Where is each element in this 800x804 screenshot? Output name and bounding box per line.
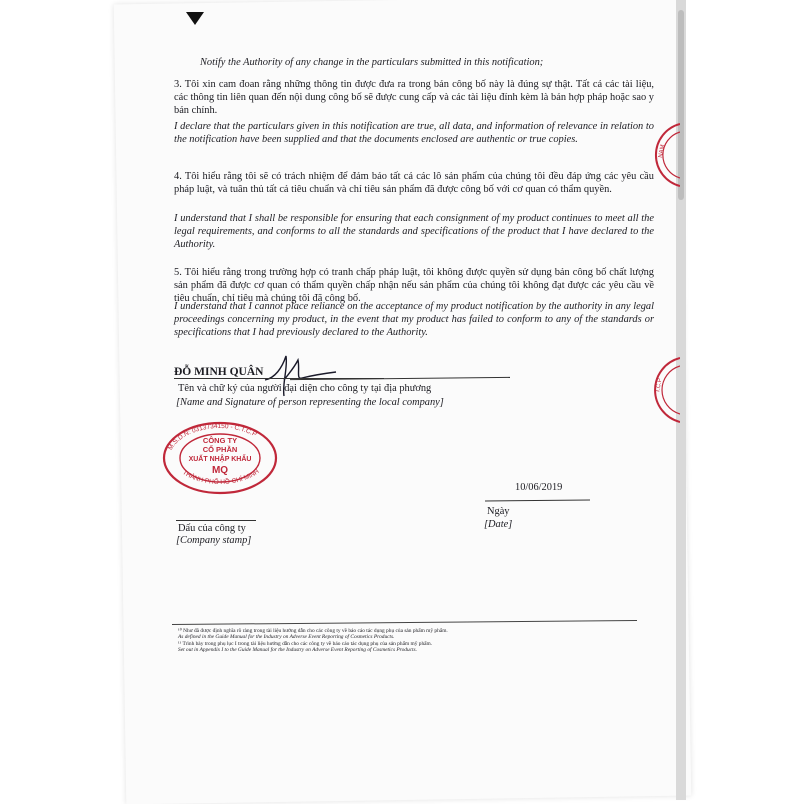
representative-label-vn: Tên và chữ ký của người đại diện cho công ty tại địa phương (178, 383, 432, 394)
section-4-number: 4. (174, 171, 182, 182)
edge-stamp-icon (645, 355, 680, 425)
stamp-line-4: MQ (211, 465, 229, 476)
stamp-ring-top: M.S.D.N: 0313734150 - C.T.C.P (167, 422, 258, 452)
stamp-line-3: XUẤT NHẬP KHẨU (188, 456, 252, 463)
stamp-line-2: CỔ PHẦN (202, 445, 238, 454)
notify-line: Notify the Authority of any change in the particulars submitted in this notification; (200, 57, 544, 68)
footnote: ¹¹ Trình bày trong phụ lục I trong tài liệu hướng dẫn cho các công ty về báo cáo tác dụng phụ của sản phẩm mỹ phẩm. (178, 641, 433, 647)
section-5-vn-text: Tôi hiểu rằng trong trường hợp có tranh chấp pháp luật, tôi không được quyền sử dụng bản công bố chất lượng sản phẩm đã được cơ quan có thẩm quyền chấp nhận nếu sản phẩm của chúng tôi không đạt được các yêu cầu về tiêu chuẩn, chỉ tiêu mà chúng tôi đã công bố. (174, 267, 654, 304)
date-label-en: [Date] (484, 519, 513, 530)
section-3-vn-text: Tôi xin cam đoan rằng những thông tin được đưa ra trong bản công bố này là đúng sự thật. Tất cả các tài liệu, các thông tin liên quan đến nội dung công bố sẽ được cung cấp và các tài liệu đính kèm là bản hợp pháp hoặc sao y bản chính. (174, 79, 654, 116)
section-4-vn (174, 170, 654, 196)
stamp-label-en: [Company stamp] (176, 535, 252, 546)
footnote: ¹⁰ Như đã được định nghĩa rõ ràng trong tài liệu hướng dẫn cho các công ty về báo cáo tác dụng phụ của sản phẩm mỹ phẩm. (178, 628, 448, 634)
company-stamp (160, 420, 280, 496)
section-4-vn-text: Tôi hiểu rằng tôi sẽ có trách nhiệm để đảm bảo tất cả các lô sản phẩm của chúng tôi đều đáp ứng các yêu cầu pháp luật, và tuân thủ tất cả tiêu chuẩn và chỉ tiêu sản phẩm đã được công bố với cơ quan có thẩm quyền. (174, 171, 654, 195)
svg-text:NAM: NAM (658, 144, 667, 159)
date-value: 10/06/2019 (515, 482, 563, 493)
stamp-line (176, 520, 256, 521)
section-5-en: I understand that I cannot place reliance on the acceptance of my product notification by the authority in any legal proceedings concerning my product, in the event that my product has failed to conform to any of the standards or specifications that I had previously declared to the Authority. (174, 301, 654, 338)
stamp-ring-bottom: THÀNH PHỐ HỒ CHÍ MINH (181, 468, 261, 487)
stamp-label-vn: Dấu của công ty (178, 523, 246, 534)
representative-label-en: [Name and Signature of person representing the local company] (176, 397, 444, 408)
section-3-en: I declare that the particulars given in this notification are true, all data, and information of relevance in relation to the notification have been supplied and that the documents enclosed are authentic or true copies. (174, 121, 654, 145)
stamp-line-1: CÔNG TY (202, 436, 238, 445)
section-3-number: 3. (174, 79, 182, 90)
signatory-name: ĐỖ MINH QUÂN (174, 366, 264, 378)
footnote: As defined in the Guide Manual for the Industry on Adverse Event Reporting of Cosmetics Products. (178, 634, 395, 640)
date-label-vn: Ngày (487, 506, 510, 517)
section-5-number: 5. (174, 267, 182, 278)
section-4-en: I understand that I shall be responsible for ensuring that each consignment of my product continues to meet all the legal requirements, and conforms to all the standards and specifications of the product that I have declared to the Authority. (174, 213, 654, 250)
footnote: Set out in Appendix I to the Guide Manual for the Industry on Adverse Event Reporting of Cosmetics Products. (178, 647, 417, 653)
collapse-arrow-icon[interactable] (186, 12, 204, 25)
section-3-vn (174, 78, 654, 117)
svg-text:T.C.P: T.C.P (655, 377, 664, 394)
